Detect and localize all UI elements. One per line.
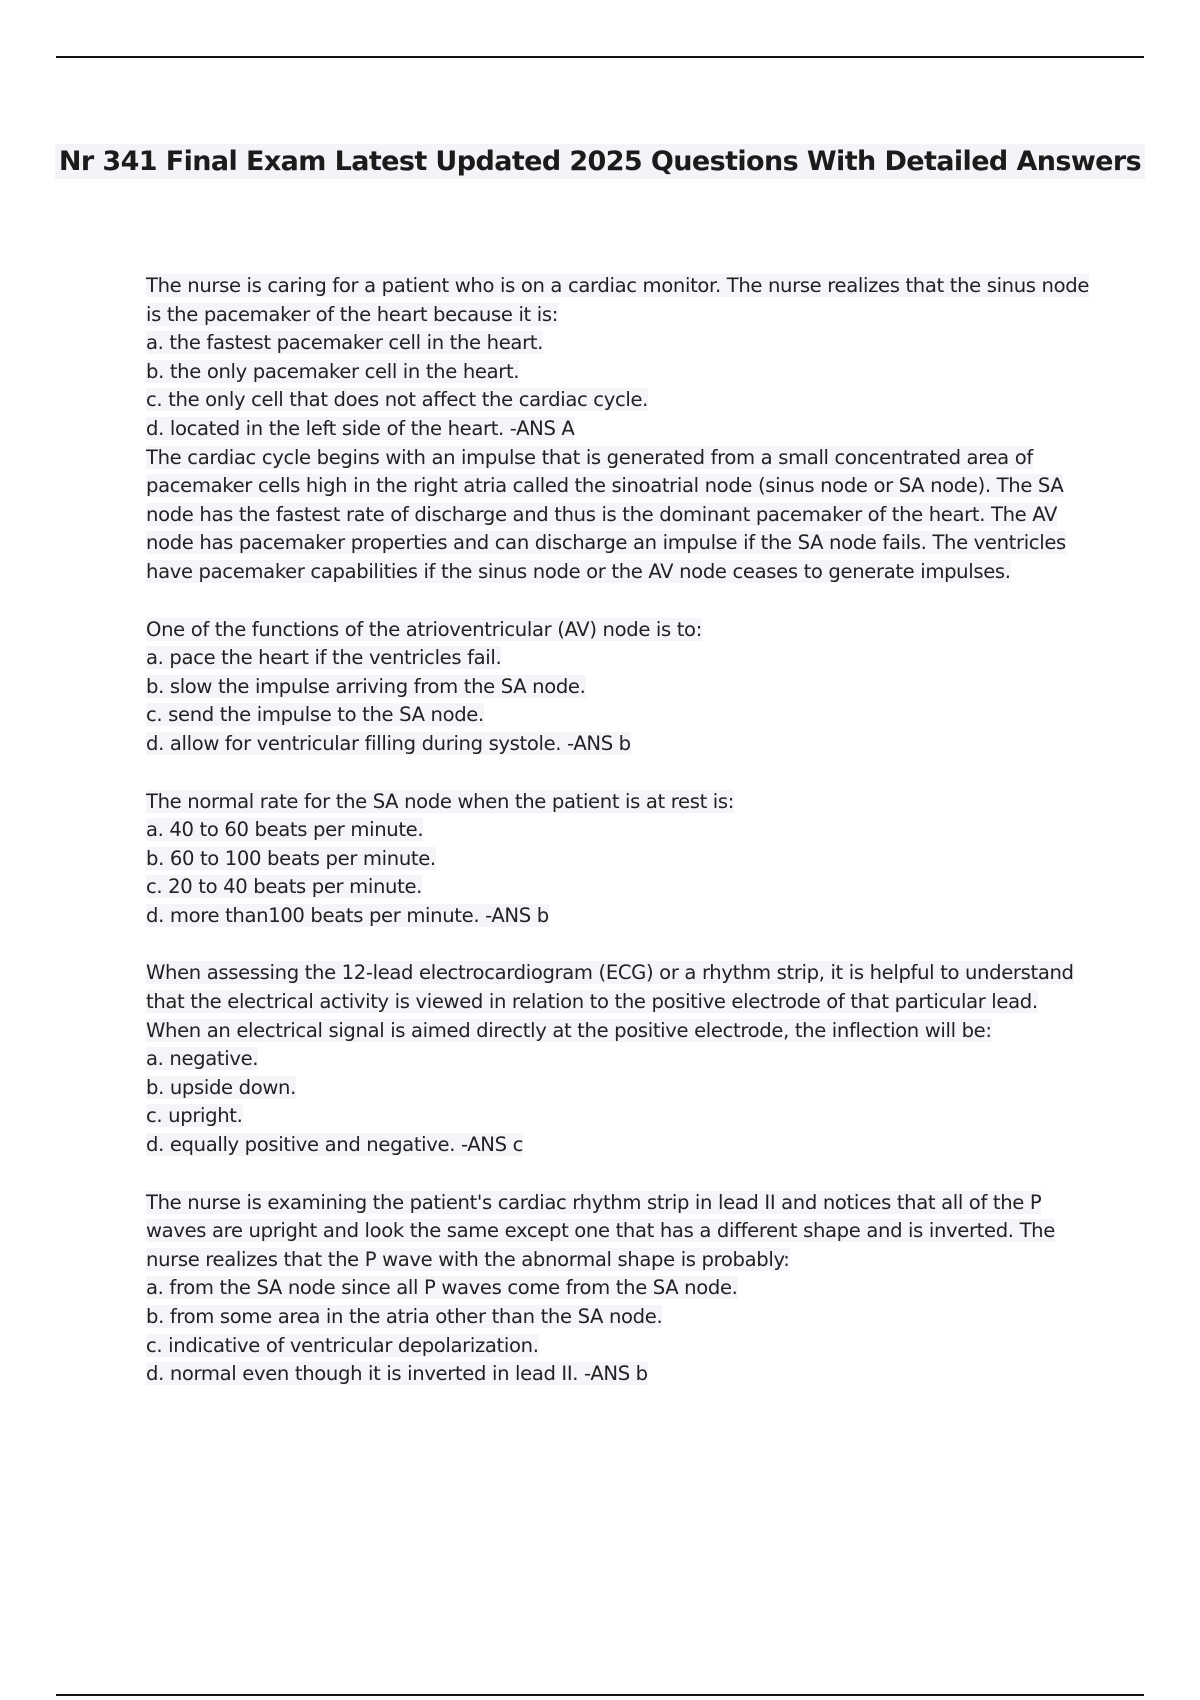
- question-line-text: d. equally positive and negative. -ANS c: [146, 1133, 523, 1157]
- question-line: [146, 730, 1086, 759]
- question-line-text: waves are upright and look the same except one that has a different shape and is inverted. The: [146, 1219, 1055, 1243]
- question-block: [146, 959, 1086, 1159]
- top-rule: [56, 56, 1144, 58]
- question-line-text: b. upside down.: [146, 1075, 296, 1099]
- question-line-text: a. the fastest pacemaker cell in the heart.: [146, 331, 543, 355]
- question-line-text: d. allow for ventricular filling during systole. -ANS b: [146, 731, 631, 755]
- question-line: [146, 644, 1086, 673]
- question-line: [146, 386, 1086, 415]
- question-line-text: The normal rate for the SA node when the patient is at rest is:: [146, 789, 734, 813]
- question-line: [146, 1246, 1086, 1275]
- question-line: [146, 272, 1090, 301]
- question-line-text: node has pacemaker properties and can discharge an impulse if the SA node fails. The ventricles: [146, 531, 1066, 555]
- question-line: [146, 616, 1086, 645]
- question-line-text: c. 20 to 40 beats per minute.: [146, 875, 423, 899]
- question-line: [146, 1131, 1086, 1160]
- question-line-text: The nurse is examining the patient's cardiac rhythm strip in lead II and notices that all of the P: [146, 1190, 1042, 1214]
- question-line-text: a. 40 to 60 beats per minute.: [146, 818, 424, 842]
- question-line-text: that the electrical activity is viewed in relation to the positive electrode of that particular lead.: [146, 990, 1038, 1014]
- question-line: [146, 1017, 1086, 1046]
- question-line-text: b. from some area in the atria other than the SA node.: [146, 1305, 663, 1328]
- question-line-text: b. the only pacemaker cell in the heart.: [146, 359, 520, 383]
- question-block: [146, 272, 1090, 587]
- question-line-text: nurse realizes that the P wave with the abnormal shape is probably:: [146, 1247, 790, 1271]
- question-line: [146, 472, 1086, 501]
- question-line: [146, 558, 1086, 587]
- question-line: [146, 358, 1086, 387]
- question-line-text: is the pacemaker of the heart because it is:: [146, 302, 558, 326]
- question-block: [146, 1189, 1086, 1389]
- question-line-text: c. send the impulse to the SA node.: [146, 703, 484, 727]
- page-title-text: Nr 341 Final Exam Latest Updated 2025 Questions With Detailed Answers: [55, 144, 1145, 179]
- question-line-text: b. 60 to 100 beats per minute.: [146, 846, 436, 870]
- question-line: [146, 1332, 1086, 1361]
- question-line: [146, 444, 1086, 473]
- question-line: [146, 1360, 1086, 1389]
- question-line: [146, 845, 1086, 874]
- question-line-text: pacemaker cells high in the right atria called the sinoatrial node (sinus node or SA node). The SA: [146, 474, 1064, 498]
- question-line: [146, 1045, 1086, 1074]
- question-line-text: The nurse is caring for a patient who is on a cardiac monitor. The nurse realizes that the sinus node: [146, 274, 1090, 297]
- page-title: [0, 146, 1200, 177]
- question-line-text: c. upright.: [146, 1104, 243, 1128]
- question-line: [146, 816, 1086, 845]
- question-line-text: When an electrical signal is aimed directly at the positive electrode, the inflection will be:: [146, 1018, 992, 1042]
- question-line: [146, 1274, 1086, 1303]
- question-line-text: a. pace the heart if the ventricles fail.: [146, 646, 502, 670]
- question-block: [146, 788, 1086, 931]
- question-line: [146, 902, 1086, 931]
- question-line: [146, 959, 1086, 988]
- question-line-text: d. located in the left side of the heart. -ANS A: [146, 416, 575, 440]
- question-line-text: c. indicative of ventricular depolarization.: [146, 1333, 539, 1357]
- question-line: [146, 1189, 1086, 1218]
- question-line-text: a. negative.: [146, 1047, 259, 1071]
- question-block: [146, 616, 1086, 759]
- question-line-text: d. more than100 beats per minute. -ANS b: [146, 903, 549, 927]
- question-line-text: node has the fastest rate of discharge and thus is the dominant pacemaker of the heart. The AV: [146, 502, 1058, 526]
- question-line: [146, 529, 1086, 558]
- question-line: [146, 873, 1086, 902]
- question-line-text: When assessing the 12-lead electrocardiogram (ECG) or a rhythm strip, it is helpful to understand: [146, 961, 1074, 985]
- question-line: [146, 1217, 1086, 1246]
- question-line: [146, 701, 1086, 730]
- question-line-text: c. the only cell that does not affect the cardiac cycle.: [146, 388, 649, 412]
- question-line: [146, 301, 1086, 330]
- question-line: [146, 329, 1086, 358]
- question-line: [146, 788, 1086, 817]
- question-line-text: One of the functions of the atrioventricular (AV) node is to:: [146, 617, 702, 641]
- question-line-text: a. from the SA node since all P waves come from the SA node.: [146, 1276, 738, 1300]
- question-line: [146, 1074, 1086, 1103]
- question-line-text: have pacemaker capabilities if the sinus node or the AV node ceases to generate impulses.: [146, 559, 1011, 583]
- question-line: [146, 1303, 1086, 1332]
- qa-content: [146, 272, 1090, 1418]
- question-line-text: The cardiac cycle begins with an impulse that is generated from a small concentrated area of: [146, 445, 1033, 469]
- question-line: [146, 988, 1086, 1017]
- question-line: [146, 673, 1086, 702]
- question-line: [146, 501, 1086, 530]
- question-line: [146, 1102, 1086, 1131]
- bottom-rule: [56, 1694, 1144, 1696]
- question-line-text: d. normal even though it is inverted in lead II. -ANS b: [146, 1362, 648, 1386]
- question-line: [146, 415, 1086, 444]
- question-line-text: b. slow the impulse arriving from the SA node.: [146, 674, 586, 698]
